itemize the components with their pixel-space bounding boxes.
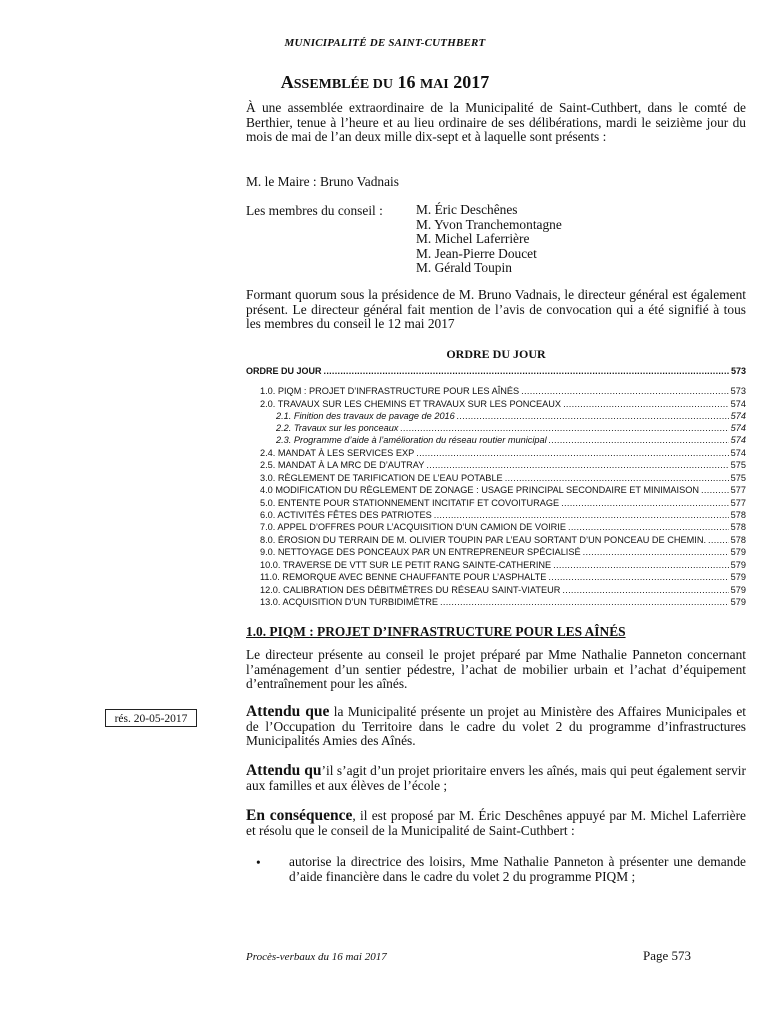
title-prefix: A	[280, 72, 294, 92]
title-day: 16	[392, 72, 420, 92]
toc-entry[interactable]: 9.0. NETTOYAGE DES PONCEAUX PAR UN ENTREPRENEUR SPÉCIALISÉ ..... 579	[246, 547, 746, 557]
consequence-lead: En conséquence	[246, 807, 353, 824]
toc-entry[interactable]: 4.0 MODIFICATION DU RÈGLEMENT DE ZONAGE : USAGE PRINCIPAL SECONDAIRE ET MINIMAISON ..... 577	[246, 485, 746, 495]
council-member: M. Yvon Tranchemontagne	[416, 216, 562, 232]
mayor-line: M. le Maire : Bruno Vadnais	[246, 174, 399, 189]
title-smallcaps-2: MAI	[419, 77, 449, 92]
toc-entry[interactable]: 10.0. TRAVERSE DE VTT SUR LE PETIT RANG SAINTE-CATHERINE ..... 579	[246, 560, 746, 570]
toc-entry[interactable]: 6.0. ACTIVITÉS FÊTES DES PATRIOTES ..... 578	[246, 510, 746, 520]
toc-entry[interactable]: 2.1. Finition des travaux de pavage de 2016 ..... 574	[246, 411, 746, 421]
footer-page-number: Page 573	[643, 948, 692, 963]
attendu-qu-paragraph	[246, 764, 746, 793]
attendu-qu-text: ’il s’agit d’un projet prioritaire envers les aînés, mais qui peut également servir aux familles et aux élèves de l’école ;	[246, 763, 746, 793]
toc-entry[interactable]: 2.4. MANDAT À LES SERVICES EXP ..... 574	[246, 448, 746, 458]
toc-heading: ORDRE DU JOUR	[446, 347, 546, 361]
toc-entry[interactable]: 3.0. RÈGLEMENT DE TARIFICATION DE L’EAU POTABLE ..... 575	[246, 473, 746, 483]
attendu-que-text: la Municipalité présente un projet au Ministère des Affaires Municipales et de l’Occupation du Territoire dans le cadre du volet 2 du programme d’infrastructures Municipalités Amies des Aînés.	[246, 704, 746, 749]
bullet-item-text: autorise la directrice des loisirs, Mme Nathalie Panneton à présenter une demande d’aide financière dans le cadre du volet 2 du programme PIQM ;	[289, 854, 746, 884]
toc-entry[interactable]: 7.0. APPEL D’OFFRES POUR L’ACQUISITION D’UN CAMION DE VOIRIE ..... 578	[246, 522, 746, 532]
title-smallcaps-1: SSEMBLÉE DU	[293, 77, 393, 92]
toc-entry[interactable]: 13.0. ACQUISITION D’UN TURBIDIMÈTRE ..... 579	[246, 597, 746, 607]
council-label: Les membres du conseil :	[246, 203, 383, 218]
council-member: M. Michel Laferrière	[416, 231, 530, 247]
council-member: M. Éric Deschênes	[416, 202, 518, 217]
toc-entry[interactable]: 8.0. ÉROSION DU TERRAIN DE M. OLIVIER TOUPIN PAR L’EAU SORTANT D’UN PONCEAU DE CHEMIN. ..... 578	[246, 535, 746, 545]
section-intro-paragraph: Le directeur présente au conseil le projet préparé par Mme Nathalie Panneton concernant l’aménagement d’un sentier pédestre, l’achat de mobilier urbain et l’achat d’équipement d’entraînement pour les aînés.	[246, 647, 746, 692]
council-member: M. Jean-Pierre Doucet	[416, 245, 537, 261]
toc-entry[interactable]: 2.0. TRAVAUX SUR LES CHEMINS ET TRAVAUX SUR LES PONCEAUX ..... 574	[246, 399, 746, 409]
attendu-qu-lead: Attendu qu	[246, 762, 322, 779]
council-members-list	[416, 203, 562, 276]
toc-entry[interactable]: 1.0. PIQM : PROJET D’INFRASTRUCTURE POUR LES AÎNÉS ..... 573	[246, 386, 746, 396]
toc-entry[interactable]: 2.2. Travaux sur les ponceaux ..... 574	[246, 423, 746, 433]
document-title	[0, 72, 770, 93]
resolution-number-box: rés. 20-05-2017	[105, 709, 197, 727]
quorum-paragraph: Formant quorum sous la présidence de M. Bruno Vadnais, le directeur général est également présent. Le directeur général fait mention de l’avis de convocation qui a été signifié à tous les membres du conseil le 12 mai 2017	[246, 287, 746, 332]
consequence-text: , il est proposé par M. Éric Deschênes appuyé par M. Michel Laferrière et résolu que le conseil de la Municipalité de Saint-Cuthbert :	[246, 808, 746, 838]
toc-entry[interactable]: ORDRE DU JOUR ..... 573	[246, 366, 746, 376]
toc-entry[interactable]: 12.0. CALIBRATION DES DÉBITMÈTRES DU RÉSEAU SAINT-VIATEUR ..... 579	[246, 585, 746, 595]
footer-document-name: Procès-verbaux du 16 mai 2017	[246, 951, 387, 963]
toc-entry[interactable]: 11.0. REMORQUE AVEC BENNE CHAUFFANTE POUR L’ASPHALTE ..... 579	[246, 572, 746, 582]
bullet-icon: •	[256, 855, 261, 870]
council-member: M. Gérald Toupin	[416, 260, 512, 276]
intro-paragraph: À une assemblée extraordinaire de la Municipalité de Saint-Cuthbert, dans le comté de Berthier, tenue à l’heure et au lieu ordinaire de ses délibérations, mardi le seizième jour du mois de mai de l’an deux mille dix-sept et à laquelle sont présents :	[246, 100, 746, 145]
toc-entry[interactable]: 2.3. Programme d’aide à l’amélioration du réseau routier municipal ..... 574	[246, 435, 746, 445]
attendu-que-lead: Attendu que	[246, 703, 330, 720]
consequence-paragraph	[246, 809, 746, 838]
page-header: MUNICIPALITÉ DE SAINT-CUTHBERT	[284, 37, 486, 49]
attendu-que-paragraph	[246, 705, 746, 749]
toc-entry[interactable]: 2.5. MANDAT À LA MRC DE D’AUTRAY ..... 575	[246, 460, 746, 470]
section-heading: 1.0. PIQM : PROJET D’INFRASTRUCTURE POUR LES AÎNÉS	[246, 624, 626, 639]
title-year: 2017	[448, 72, 490, 92]
toc-entry[interactable]: 5.0. ENTENTE POUR STATIONNEMENT INCITATIF ET COVOITURAGE ..... 577	[246, 498, 746, 508]
